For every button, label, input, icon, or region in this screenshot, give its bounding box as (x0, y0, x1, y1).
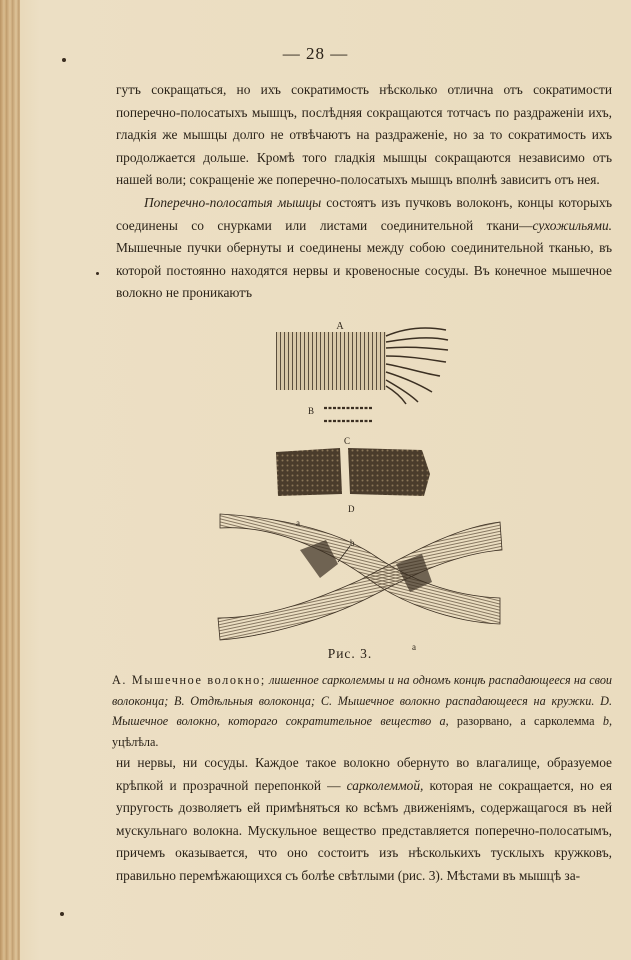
print-speck (60, 912, 64, 916)
paragraph-2 (116, 192, 612, 305)
caption-var-b: b (602, 714, 609, 729)
fibre-c-right (348, 448, 430, 496)
label-c: C (344, 436, 351, 446)
caption-a-desc: лишенное сарколеммы и на одномъ концѣ распадающееся на свои волоконца; B. Отдѣльныя волоконца; C. Мышечное волокно распадающееся на кружки. D. Мышечное волокно, котораго сократительное вещество (112, 673, 613, 729)
paragraph-3-part-1: ни нервы, ни сосуды. Каждое такое волокно обернуто во влагалище, образуемое крѣпкой и прозрачной перепонкой — (116, 755, 612, 793)
caption-label-a: A. Мышечное волокно; (112, 673, 266, 687)
figure-title: Рис. 3. (327, 646, 373, 661)
figure-part-a (276, 321, 448, 404)
paragraph-2-part-2: Мышечные пучки обернуты и соединены между собою соединительной тканью, въ которой постоянно находятся нервы и кровеносные сосуды. Въ конечное мышечное волокно не проникаютъ (116, 240, 612, 301)
figure-caption (112, 670, 612, 752)
page-number: — 28 — (282, 44, 349, 63)
label-a-lower: a (412, 642, 416, 652)
caption-var-a: a (439, 714, 446, 729)
caption-text (112, 670, 612, 752)
paragraph-3-part-2: которая не сокращается, но ея упругость дозволяетъ ей примѣняться ко всѣмъ движеніямъ, содержащагося въ ней мускульнаго волокна. Мускульное вещество представляется поперечно-полосатымъ, причемъ оказывается, что оно состоитъ изъ нѣсколькихъ тусклыхъ кружковъ, правильно перемѣжающихся съ болѣе свѣтлыми (рис. 3). Мѣстами въ мышцѣ за- (116, 777, 612, 883)
fibre-a-body (276, 332, 386, 390)
paragraph-1: гутъ сокращаться, но ихъ сократимость нѣсколько отлична отъ сократимости поперечно-полосатыхъ мышцъ, послѣдняя сокращаются тотчасъ по раздраженіи ихъ, гладкія же мышцы долго не отвѣчаютъ на раздраженіе, но за то сократимость ихъ продолжается дольше. Кромѣ того гладкія мышцы сокращаются независимо отъ нашей воли; сокращеніе же поперечно-полосатыхъ мышцъ вполнѣ зависитъ отъ нея. (116, 82, 612, 188)
figure-part-c-d (276, 436, 430, 514)
muscle-fibre-engraving (200, 318, 520, 658)
label-a-upper: a (296, 518, 300, 528)
print-speck (96, 272, 99, 275)
label-d: D (348, 504, 355, 514)
label-a: A (336, 321, 344, 332)
text-block-top (116, 79, 612, 305)
caption-mid: , разорвано, а сарколемма (445, 714, 603, 729)
paragraph-3 (116, 752, 612, 888)
figure-part-b (308, 406, 372, 421)
caption-end: , уцѣлѣла. (112, 714, 613, 749)
paragraph-2-part-1: состоятъ изъ пучковъ волоконъ, концы которыхъ соединены со снурками или листами соединительной ткани— (116, 194, 612, 233)
label-b: B (308, 406, 315, 416)
fibre-c-left (276, 448, 342, 496)
fibre-strand-1 (220, 514, 500, 624)
page-binding-edge (0, 0, 20, 960)
term-tendons: сухожильями. (532, 217, 612, 233)
text-block-bottom (116, 752, 612, 888)
label-b-sarcolemma: b (350, 538, 355, 548)
figure-part-torn-fibre (218, 514, 502, 652)
fibre-a-fibrils (386, 328, 448, 404)
fibre-strand-2 (218, 522, 502, 640)
term-striated-muscles: Поперечно-полосатыя мышцы (144, 194, 322, 210)
term-sarcolemma: сарколеммой, (346, 777, 424, 793)
